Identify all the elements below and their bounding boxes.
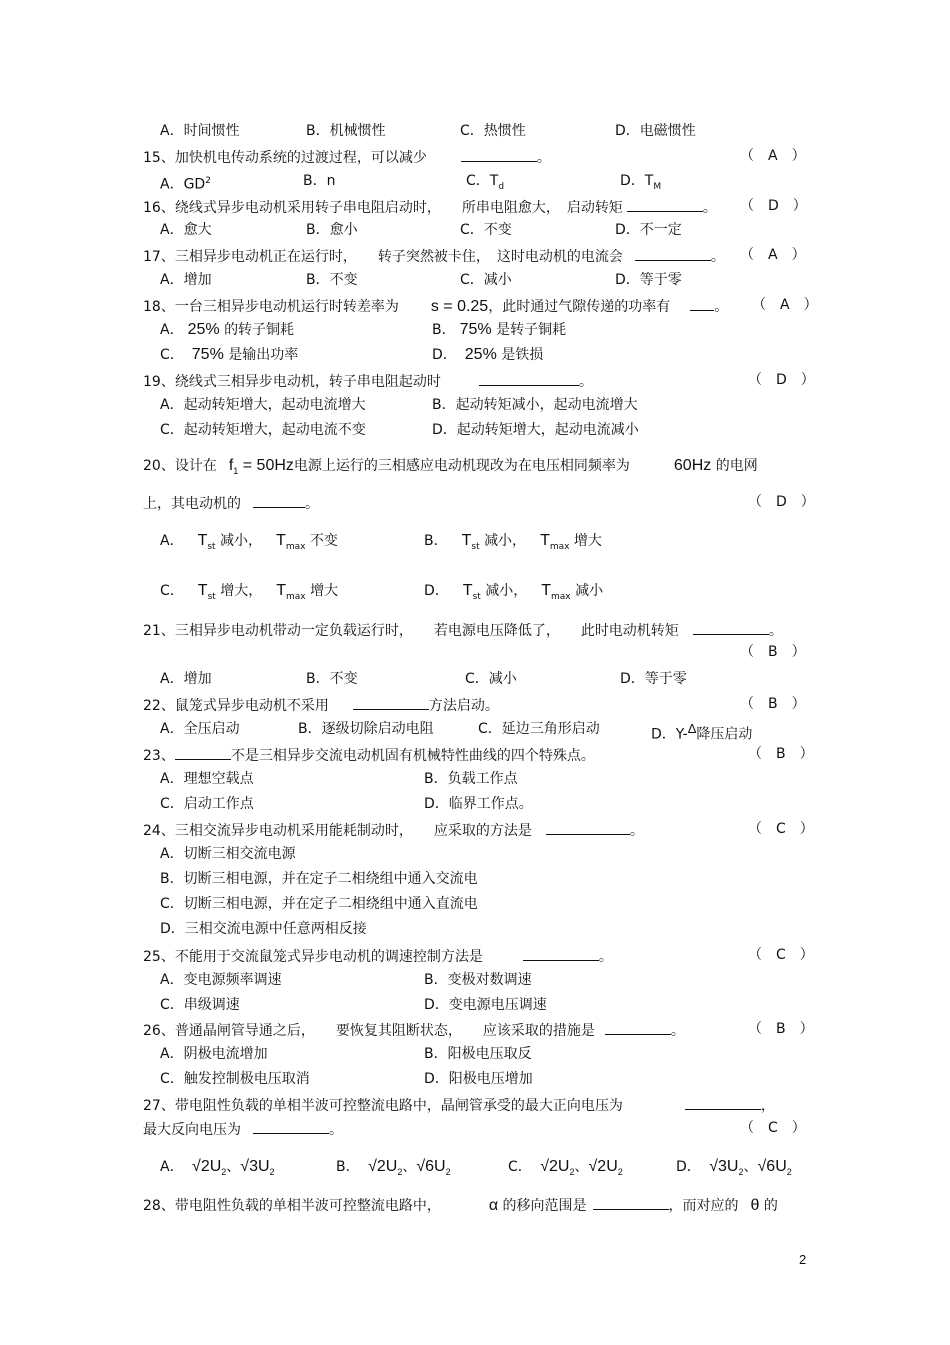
q14-option-b: B．机械惯性	[306, 123, 386, 139]
q20-option-b-t2: T	[540, 532, 550, 549]
sqrt-icon: √	[757, 1158, 767, 1175]
q25-answer: （ C ）	[748, 947, 814, 963]
q17-stem	[143, 246, 725, 266]
q26-blank	[605, 1020, 671, 1035]
q18-option-d-text: 是铁损	[501, 347, 544, 363]
sqrt-icon: √	[709, 1158, 719, 1175]
q26-option-a: A．阴极电流增加	[160, 1046, 268, 1062]
q24-stem	[143, 820, 644, 840]
alpha-symbol: α	[488, 1197, 499, 1214]
q15-option-a	[160, 172, 211, 194]
q20-option-c-w2: 增大	[310, 583, 339, 599]
q20-option-c-w1: 增大，	[220, 583, 263, 599]
q27-option-a-radicand-2: 3	[249, 1158, 258, 1175]
q23-option-a: A．理想空载点	[160, 771, 254, 787]
q17-end: 。	[710, 249, 725, 265]
q20-option-b-s2: max	[549, 541, 570, 552]
q27-option-a	[160, 1158, 275, 1181]
q20-answer: （ D ）	[748, 494, 815, 510]
q26-option-c: C．触发控制极电压取消	[160, 1071, 310, 1087]
q20-stem	[143, 457, 758, 480]
q26-end: 。	[670, 1023, 685, 1039]
sqrt-icon: √	[416, 1158, 426, 1175]
q20-option-d	[424, 582, 603, 606]
q17-option-d: D．等于零	[615, 272, 682, 288]
q20-stem-text-a: 20、设计在	[143, 458, 217, 474]
q20-option-b-letter: B．	[424, 533, 448, 549]
q27-option-c-radicand-1: 2	[549, 1158, 558, 1175]
q25-stem-text: 25、不能用于交流鼠笼式异步电动机的调速控制方法是	[143, 949, 483, 965]
q27-stem-line2	[143, 1119, 343, 1139]
q20-option-b-w1: 减小，	[484, 533, 527, 549]
sqrt-expression	[192, 1158, 227, 1178]
q27-option-b-u1-sub: 2	[397, 1167, 403, 1178]
q27-option-d-u1: U	[726, 1158, 739, 1175]
q24-answer: （ C ）	[748, 821, 814, 837]
sqrt-icon: √	[192, 1158, 201, 1175]
q20-f1	[228, 457, 294, 477]
q15-option-a-text: A．GD	[160, 176, 206, 193]
q15-option-d-sub: M	[653, 181, 662, 192]
q27-option-d-u1-sub: 2	[738, 1167, 744, 1178]
q18-option-c	[160, 346, 298, 364]
q20-option-b-s1: st	[471, 541, 480, 552]
q27-option-b-sep: 、	[402, 1159, 417, 1175]
q27-option-b-radicand-1: 2	[376, 1158, 386, 1175]
sqrt-expression	[368, 1158, 403, 1178]
q27-option-c-letter: C．	[508, 1159, 532, 1175]
q20-option-a-s2: max	[285, 541, 306, 552]
q22-option-d-tail: 降压启动	[696, 726, 753, 743]
q18-stem-text-a: 18、一台三相异步电动机运行时转差率为	[143, 299, 399, 315]
q17-answer: （ A ）	[740, 247, 806, 263]
q18-option-d-num: 25%	[464, 346, 497, 363]
q20-option-d-t2: T	[541, 582, 552, 599]
q23-stem	[143, 745, 595, 765]
q16-answer: （ D ）	[740, 198, 807, 214]
q22-option-b: B．逐级切除启动电阻	[298, 721, 434, 737]
q14-option-d: D．电磁惯性	[615, 123, 696, 139]
q14-option-c: C．热惯性	[460, 123, 526, 139]
q27-option-d-u2-sub: 2	[786, 1167, 792, 1178]
q28-stem-text-b: 的移向范围是	[502, 1198, 587, 1214]
q27-end-2: 。	[329, 1122, 343, 1138]
q21-option-c: C．减小	[465, 671, 517, 687]
q27-option-b-radicand-2: 6	[425, 1158, 435, 1175]
q17-option-a: A．增加	[160, 272, 212, 288]
q18-option-a-text: 的转子铜耗	[224, 322, 295, 338]
sqrt-expression	[540, 1158, 575, 1178]
q15-option-d	[620, 172, 661, 196]
q19-option-c: C．起动转矩增大，起动电流不变	[160, 422, 366, 438]
q20-stem-text-c: 的电网	[715, 458, 758, 474]
q28-stem-text-a: 28、带电阻性负载的单相半波可控整流电路中，	[143, 1198, 441, 1214]
q20-option-d-w2: 减小	[575, 583, 604, 599]
q20-option-c-s1: st	[207, 591, 216, 602]
q15-stem-text: 15、加快机电传动系统的过渡过程，可以减少	[143, 150, 427, 166]
q18-option-c-text: 是输出功率	[228, 347, 299, 363]
sqrt-expression	[240, 1158, 275, 1178]
q25-option-b: B．变极对数调速	[424, 972, 532, 988]
page-number: 2	[799, 1252, 807, 1267]
q27-option-a-radicand-1: 2	[200, 1158, 210, 1175]
q22-stem-text: 22、鼠笼式异步电动机不采用	[143, 698, 329, 714]
q27-option-b-letter: B．	[336, 1159, 360, 1175]
q20-option-a-t2: T	[276, 532, 286, 549]
q27-option-a-u1: U	[209, 1158, 222, 1175]
q20-option-b	[424, 532, 602, 556]
q25-option-c: C．串级调速	[160, 997, 240, 1013]
q17-option-b: B．不变	[306, 272, 358, 288]
q20-f2: 60Hz	[673, 457, 712, 474]
q24-stem-text: 24、三相交流异步电动机采用能耗制动时， 应采取的方法是	[143, 823, 532, 839]
q18-stem	[143, 296, 728, 316]
q17-stem-text: 17、三相异步电动机正在运行时， 转子突然被卡住， 这时电动机的电流会	[143, 249, 623, 265]
q15-option-c-text: C．T	[466, 173, 499, 189]
q18-answer: （ A ）	[752, 297, 818, 313]
q20-option-b-t1: T	[461, 532, 472, 549]
q24-option-c: C．切断三相电源，并在定子二相绕组中通入直流电	[160, 896, 478, 912]
q27-option-c	[508, 1158, 623, 1181]
q20-f1-value: = 50Hz	[242, 457, 294, 474]
q28-stem-text-c: ，而对应的	[668, 1198, 739, 1214]
q19-answer: （ D ）	[748, 372, 815, 388]
q20-f1-sub: 1	[233, 466, 239, 477]
q27-option-a-u1-sub: 2	[221, 1167, 227, 1178]
q20-end: 。	[305, 496, 319, 512]
sqrt-expression	[757, 1158, 792, 1178]
delta-symbol: Δ	[687, 721, 697, 736]
q22-stem	[143, 695, 499, 715]
q19-option-a: A．起动转矩增大，起动电流增大	[160, 397, 366, 413]
q18-option-c-letter: C．	[160, 347, 184, 363]
sqrt-expression	[588, 1158, 623, 1178]
q27-option-c-radicand-2: 2	[597, 1158, 607, 1175]
q18-option-b-text: 是转子铜耗	[496, 322, 567, 338]
q27-option-c-u2-sub: 2	[617, 1167, 623, 1178]
q21-stem-text: 21、三相异步电动机带动一定负载运行时， 若电源电压降低了， 此时电动机转矩	[143, 623, 679, 639]
q27-option-c-u2: U	[606, 1158, 618, 1175]
q27-option-a-u2: U	[257, 1158, 270, 1175]
q21-option-a: A．增加	[160, 671, 212, 687]
q20-option-a-w2: 不变	[309, 533, 338, 549]
q27-option-b-u2: U	[434, 1158, 446, 1175]
q22-option-c: C．延边三角形启动	[478, 721, 600, 737]
q20-option-d-w1: 减小，	[485, 583, 528, 599]
q16-end: 。	[702, 200, 717, 216]
q21-stem	[143, 620, 783, 640]
q27-end: ，	[760, 1098, 775, 1114]
q27-option-a-sep: 、	[226, 1159, 241, 1175]
q20-option-b-w2: 增大	[573, 533, 602, 549]
q27-option-d-letter: D．	[676, 1159, 701, 1175]
q18-stem-text-b: ，此时通过气隙传递的功率有	[488, 299, 671, 315]
q27-option-b-u1: U	[385, 1158, 398, 1175]
q20-option-d-s2: max	[551, 591, 571, 602]
q22-option-d-text: D．Y-	[651, 726, 688, 743]
q21-end: 。	[768, 623, 783, 639]
q20-option-c-s2: max	[286, 591, 306, 602]
q15-option-c	[466, 172, 504, 196]
q18-option-d-letter: D．	[432, 347, 457, 363]
q27-option-d-radicand-1: 3	[718, 1158, 727, 1175]
q28-stem	[143, 1195, 778, 1215]
q25-stem	[143, 946, 613, 966]
q20-option-a-t1: T	[197, 532, 208, 549]
q27-stem-text-2: 最大反向电压为	[143, 1122, 241, 1138]
q15-option-d-text: D．T	[620, 173, 654, 189]
q20-option-a	[160, 532, 338, 556]
q23-option-b: B．负载工作点	[424, 771, 518, 787]
q26-option-b: B．阳极电压取反	[424, 1046, 532, 1062]
q18-end: 。	[714, 299, 729, 315]
q27-option-d-sep: 、	[743, 1159, 758, 1175]
q26-answer: （ B ）	[748, 1021, 814, 1037]
q24-option-b: B．切断三相电源，并在定子二相绕组中通入交流电	[160, 871, 478, 887]
q26-stem	[143, 1020, 685, 1040]
q20-option-a-letter: A．	[160, 533, 184, 549]
q15-answer: （ A ）	[740, 148, 806, 164]
q18-option-a-num: 25%	[187, 321, 220, 338]
q21-option-d: D．等于零	[620, 671, 687, 687]
q14-option-a: A．时间惯性	[160, 123, 240, 139]
q25-option-d: D．变电源电压调速	[424, 997, 547, 1013]
q26-option-d: D．阳极电压增加	[424, 1071, 533, 1087]
q27-option-b	[336, 1158, 451, 1181]
sqrt-expression	[416, 1158, 451, 1178]
q20-option-c-t2: T	[276, 582, 287, 599]
q18-option-c-num: 75%	[191, 346, 224, 363]
q22-blank	[353, 695, 429, 710]
q19-stem	[143, 371, 593, 391]
q27-option-b-u2-sub: 2	[445, 1167, 451, 1178]
q15-option-c-sub: d	[498, 181, 505, 192]
q27-option-c-u1: U	[557, 1158, 570, 1175]
q27-option-c-sep: 、	[574, 1159, 589, 1175]
sqrt-icon: √	[240, 1158, 250, 1175]
q18-option-b-letter: B．	[432, 322, 456, 338]
q28-stem-text-d: 的	[763, 1198, 778, 1214]
q20-option-c-t1: T	[197, 582, 208, 599]
q26-stem-text: 26、普通晶闸管导通之后， 要恢复其阻断状态， 应该采取的措施是	[143, 1023, 595, 1039]
q27-stem	[143, 1095, 775, 1115]
q16-option-b: B．愈小	[306, 222, 358, 238]
q24-blank	[546, 820, 630, 835]
q20-option-d-letter: D．	[424, 583, 449, 599]
q27-option-c-u1-sub: 2	[569, 1167, 575, 1178]
q15-stem	[143, 147, 551, 167]
q19-option-d: D．起动转矩增大，起动电流减小	[432, 422, 639, 438]
q15-option-b: B．n	[303, 173, 336, 189]
q22-option-d	[651, 720, 752, 744]
q22-option-a: A．全压启动	[160, 721, 240, 737]
q15-option-a-sup: 2	[205, 176, 211, 186]
q24-end: 。	[629, 823, 644, 839]
q16-option-c: C．不变	[460, 222, 512, 238]
q27-blank-2	[253, 1119, 329, 1134]
q27-option-d-u2: U	[775, 1158, 787, 1175]
q25-blank	[523, 946, 599, 961]
q20-stem-line2	[143, 493, 319, 513]
q16-option-d: D．不一定	[615, 222, 682, 238]
q25-end: 。	[598, 949, 613, 965]
q16-stem-text: 16、绕线式异步电动机采用转子串电阻启动时， 所串电阻愈大， 启动转矩	[143, 200, 623, 216]
q17-blank	[635, 246, 711, 261]
q23-answer: （ B ）	[748, 746, 814, 762]
q24-option-d: D．三相交流电源中任意两相反接	[160, 921, 367, 937]
sqrt-icon: √	[368, 1158, 377, 1175]
q20-stem-text-b: 电源上运行的三相感应电动机现改为在电压相同频率为	[293, 458, 630, 474]
q20-option-d-t1: T	[462, 582, 473, 599]
q20-stem-text-d: 上，其电动机的	[143, 496, 241, 512]
q24-option-a: A．切断三相交流电源	[160, 846, 296, 862]
q20-option-a-w1: 减小，	[220, 533, 263, 549]
q19-blank	[479, 371, 579, 386]
q22-answer: （ B ）	[740, 696, 806, 712]
q27-option-d-radicand-2: 6	[766, 1158, 776, 1175]
q27-option-a-u2-sub: 2	[269, 1167, 275, 1178]
q17-option-c: C．减小	[460, 272, 512, 288]
q21-blank	[693, 620, 769, 635]
theta-symbol: θ	[750, 1197, 760, 1214]
q20-option-d-s1: st	[472, 591, 481, 602]
q20-blank	[253, 493, 305, 508]
sqrt-icon: √	[540, 1158, 550, 1175]
q23-option-d: D．临界工作点。	[424, 796, 533, 812]
q23-stem-text: 不是三相异步交流电动机固有机械特性曲线的四个特殊点。	[230, 748, 595, 764]
q21-answer: （ B ）	[740, 644, 806, 660]
q18-slip-value: s = 0.25	[430, 298, 489, 315]
q27-option-a-letter: A．	[160, 1159, 184, 1175]
q18-option-d	[432, 346, 543, 364]
q15-end: 。	[536, 150, 551, 166]
q20-f1-label: f	[228, 457, 234, 474]
sqrt-icon: √	[588, 1158, 598, 1175]
q16-option-a: A．愈大	[160, 222, 212, 238]
q27-stem-text: 27、带电阻性负载的单相半波可控整流电路中，晶闸管承受的最大正向电压为	[143, 1098, 623, 1114]
q18-option-a-letter: A．	[160, 322, 184, 338]
q20-option-c-letter: C．	[160, 583, 184, 599]
q27-blank-1	[685, 1095, 761, 1110]
q19-stem-text: 19、绕线式三相异步电动机，转子串电阻起动时	[143, 374, 441, 390]
q18-blank	[690, 296, 714, 311]
q22-end: 方法启动。	[428, 698, 499, 714]
q19-option-b: B．起动转矩减小，起动电流增大	[432, 397, 638, 413]
q23-blank	[175, 745, 231, 760]
q18-option-a	[160, 321, 294, 339]
q27-answer: （ C ）	[740, 1120, 806, 1136]
q16-blank	[627, 197, 703, 212]
q16-stem	[143, 197, 717, 217]
q18-option-b	[432, 321, 566, 339]
q27-option-d	[676, 1158, 792, 1181]
q28-blank	[593, 1195, 669, 1210]
q18-option-b-num: 75%	[459, 321, 492, 338]
q20-option-a-s1: st	[207, 541, 216, 552]
q19-end: 。	[578, 374, 593, 390]
q25-option-a: A．变电源频率调速	[160, 972, 282, 988]
q23-option-c: C．启动工作点	[160, 796, 254, 812]
q15-blank	[461, 147, 537, 162]
sqrt-expression	[709, 1158, 744, 1178]
q23-number: 23、	[143, 748, 175, 764]
q21-option-b: B．不变	[306, 671, 358, 687]
q20-option-c	[160, 582, 338, 606]
